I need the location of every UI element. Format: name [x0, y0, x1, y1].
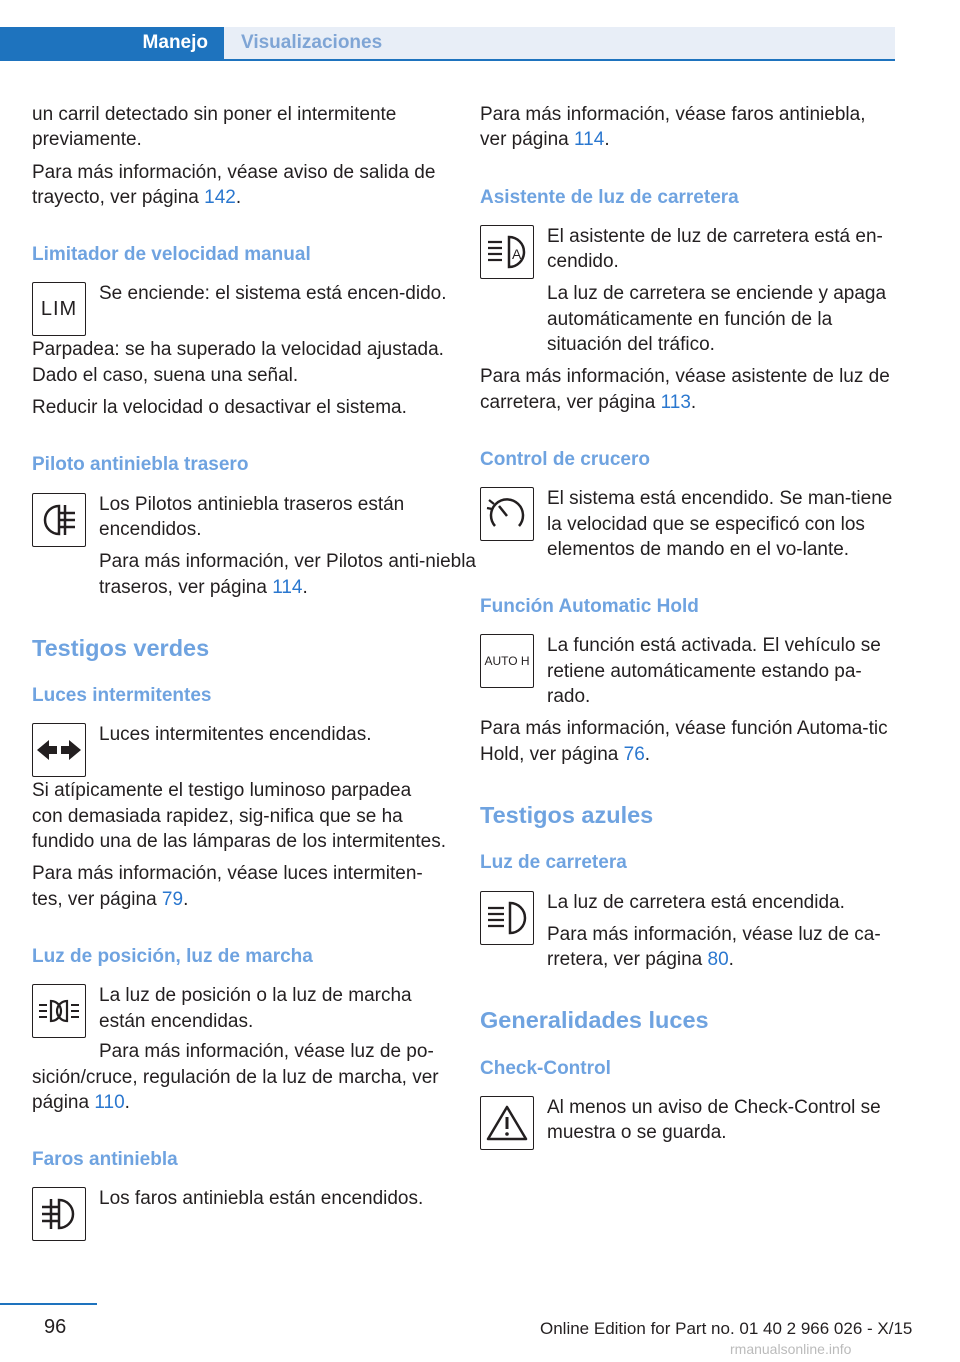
page-link[interactable]: 79 [161, 888, 184, 910]
entry-text: El asistente de luz de carretera está en-cendido. [547, 225, 883, 273]
section-heading: Luz de posición, luz de marcha [32, 945, 313, 967]
page-link[interactable]: 76 [623, 743, 645, 765]
page-link[interactable]: 142 [204, 186, 236, 208]
paragraph: Reducir la velocidad o desactivar el sistema. [32, 397, 407, 419]
entry-text: La luz de carretera se enciende y apaga automáticamente en función de la situación del tráfico. [547, 283, 887, 356]
entry-text: El sistema está encendido. Se man-tiene la velocidad que se especificó con los elementos de mando en el vo-lante. [547, 488, 893, 560]
section-heading: Control de crucero [480, 448, 650, 470]
entry-text: Los Pilotos antiniebla traseros están encendidos. [99, 493, 405, 540]
auto-hold-icon: AUTO H [480, 634, 534, 688]
warning-triangle-icon [480, 1096, 534, 1150]
entry-text: La luz de posición o la luz de marcha están encendidas. [99, 985, 412, 1032]
section-heading: Piloto antiniebla trasero [32, 454, 249, 476]
entry-text: Al menos un aviso de Check-Control se muestra o se guarda. [547, 1097, 881, 1144]
edition-text: Online Edition for Part no. 01 40 2 966 026 - X/15 [540, 1319, 913, 1338]
paragraph: Para más información, véase faros antiniebla, ver página 114. [480, 104, 866, 151]
entry-text: La función está activada. El vehículo se retiene automáticamente estando pa-rado. [547, 635, 881, 708]
indicator-entry [480, 890, 895, 973]
watermark: rmanualsonline.info [730, 1341, 852, 1357]
entry-text: Los faros antiniebla están encendidos. [99, 1188, 424, 1210]
section-title: Testigos verdes [32, 634, 210, 661]
paragraph: Si atípicamente el testigo luminoso parpadea con demasiada rapidez, sig-nifica que se ha fundido una de las lámparas de los intermitentes. [32, 780, 447, 853]
paragraph: Para más información, véase aviso de salida de trayecto, ver página 142. [32, 161, 436, 208]
tab-visualizaciones[interactable] [224, 27, 895, 59]
entry-text: La luz de carretera está encendida. [547, 891, 845, 913]
svg-text:A: A [512, 245, 522, 262]
section-title: Generalidades luces [480, 1007, 709, 1034]
section-heading: Limitador de velocidad manual [32, 244, 311, 266]
page-link[interactable]: 80 [707, 949, 729, 971]
entry-text: Luces intermitentes encendidas. [99, 724, 372, 746]
rear-fog-light-icon [32, 493, 86, 547]
high-beam-assistant-icon [480, 225, 534, 279]
section-heading: Asistente de luz de carretera [480, 186, 739, 208]
position-light-icon [32, 984, 86, 1038]
section-title: Testigos azules [480, 801, 654, 828]
section-heading: Check-Control [480, 1057, 611, 1079]
entry-text: Para más información, véase luz de ca-rretera, ver página 80. [547, 923, 881, 971]
paragraph: un carril detectado sin poner el intermitente previamente. [32, 104, 397, 151]
indicator-entry [480, 486, 895, 562]
page-number: 96 [44, 1316, 67, 1338]
entry-text: Para más información, ver Pilotos anti-niebla traseros, ver página 114. [99, 551, 477, 598]
cruise-control-icon [480, 487, 534, 541]
page-link[interactable]: 110 [94, 1091, 125, 1113]
turn-signal-icon [32, 723, 86, 777]
paragraph: Para más información, véase luces intermiten-tes, ver página 79. [32, 863, 423, 910]
footer-divider [0, 1303, 97, 1305]
left-column [32, 102, 477, 1242]
indicator-entry [32, 722, 447, 778]
paragraph: Para más información, véase asistente de luz de carretera, ver página 113. [480, 366, 890, 413]
indicator-entry [480, 224, 895, 357]
section-heading: Faros antiniebla [32, 1149, 178, 1171]
indicator-entry [32, 281, 447, 337]
tab-manejo-label: Manejo [142, 32, 208, 53]
section-heading: Luz de carretera [480, 852, 627, 874]
indicator-entry [32, 492, 477, 600]
entry-text: Se enciende: el sistema está encen-dido. [99, 283, 447, 305]
paragraph: Para más información, véase luz de po-sición/cruce, regulación de la luz de marcha, ver página 110. [32, 1041, 439, 1113]
tab-manejo[interactable] [0, 27, 224, 59]
section-heading: Luces intermitentes [32, 685, 212, 707]
indicator-entry [480, 633, 895, 709]
page-link[interactable]: 114 [574, 129, 605, 151]
indicator-entry [32, 1186, 447, 1242]
page-link[interactable]: 113 [660, 391, 691, 413]
paragraph: Parpadea: se ha superado la velocidad ajustada. Dado el caso, suena una señal. [32, 339, 444, 386]
tab-visualizaciones-label: Visualizaciones [241, 32, 383, 53]
high-beam-icon [480, 891, 534, 945]
lim-icon: LIM [32, 282, 86, 336]
front-fog-light-icon [32, 1187, 86, 1241]
indicator-entry [32, 983, 447, 1039]
section-heading: Función Automatic Hold [480, 596, 699, 618]
right-column [480, 102, 895, 1151]
indicator-entry [480, 1095, 895, 1151]
page-link[interactable]: 114 [272, 576, 303, 598]
header-divider [0, 59, 895, 61]
page-header [0, 27, 895, 61]
paragraph: Para más información, véase función Automa-tic Hold, ver página 76. [480, 718, 888, 765]
